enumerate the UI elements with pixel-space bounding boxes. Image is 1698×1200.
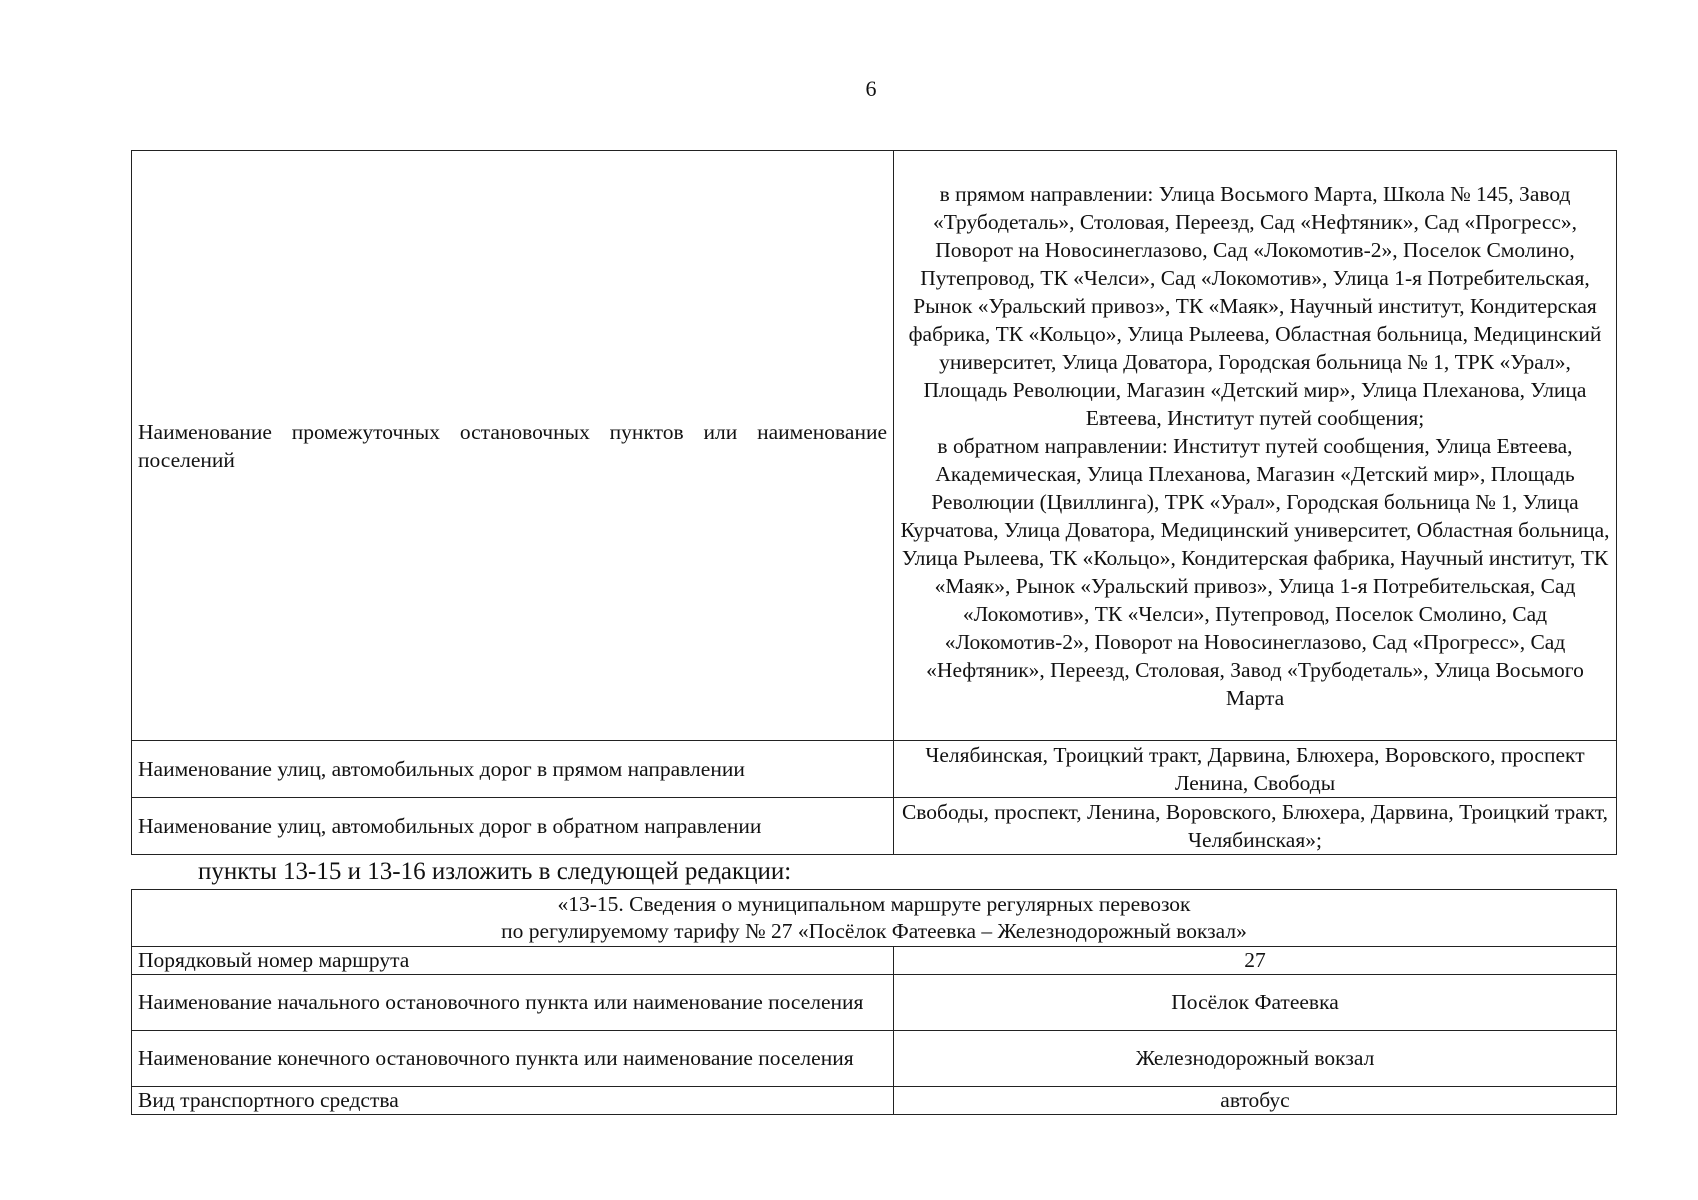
intermediate-stops-value bbox=[894, 151, 1617, 741]
end-stop-label: Наименование конечного остановочного пункта или наименование поселения bbox=[132, 1031, 894, 1087]
section-title-line-2: по регулируемому тарифу № 27 «Посёлок Фатеевка – Железнодорожный вокзал» bbox=[501, 919, 1247, 943]
table-header-row bbox=[132, 890, 1617, 947]
streets-forward-label: Наименование улиц, автомобильных дорог в прямом направлении bbox=[132, 741, 894, 798]
table-row bbox=[132, 741, 1617, 798]
streets-backward-label: Наименование улиц, автомобильных дорог в обратном направлении bbox=[132, 798, 894, 855]
streets-backward-value: Свободы, проспект, Ленина, Воровского, Блюхера, Дарвина, Троицкий тракт, Челябинская»; bbox=[894, 798, 1617, 855]
section-title-line-1: «13-15. Сведения о муниципальном маршруте регулярных перевозок bbox=[557, 892, 1191, 916]
table-row bbox=[132, 975, 1617, 1031]
table-row bbox=[132, 1087, 1617, 1115]
stops-backward: в обратном направлении: Институт путей сообщения, Улица Евтеева, Академическая, Улица Плеханова, Магазин «Детский мир», Площадь Революции (Цвиллинга), ТРК «Урал», Городская больница № 1, Улица Курчатова, Улица Доватора, Медицинский университет, Областная больница, Улица Рылеева, ТК «Кольцо», Кондитерская фабрика, Научный институт, ТК «Маяк», Рынок «Уральский привоз», Улица 1-я Потребительская, Сад «Локомотив», ТК «Челси», Путепровод, Поселок Смолино, Сад «Локомотив-2», Поворот на Новосинеглазово, Сад «Прогресс», Сад «Нефтяник», Переезд, Столовая, Завод «Трубодеталь», Улица Восьмого Марта bbox=[900, 433, 1610, 710]
section-title bbox=[132, 890, 1617, 947]
amendment-instruction: пункты 13-15 и 13-16 изложить в следующей редакции: bbox=[198, 858, 792, 885]
table-row bbox=[132, 151, 1617, 741]
vehicle-type-label: Вид транспортного средства bbox=[132, 1087, 894, 1115]
stops-forward: в прямом направлении: Улица Восьмого Марта, Школа № 145, Завод «Трубодеталь», Столовая, Переезд, Сад «Нефтяник», Сад «Прогресс», Поворот на Новосинеглазово, Сад «Локомотив-2», Поселок Смолино, Путепровод, ТК «Челси», Сад «Локомотив», Улица 1-я Потребительская, Рынок «Уральский привоз», ТК «Маяк», Научный институт, Кондитерская фабрика, ТК «Кольцо», Улица Рылеева, Областная больница, Медицинский университет, Улица Доватора, Городская больница № 1, ТРК «Урал», Площадь Революции, Магазин «Детский мир», Улица Плеханова, Улица Евтеева, Институт путей сообщения; bbox=[908, 181, 1602, 430]
route-13-15-table bbox=[131, 889, 1617, 1115]
start-stop-label: Наименование начального остановочного пункта или наименование поселения bbox=[132, 975, 894, 1031]
table-row bbox=[132, 947, 1617, 975]
table-row bbox=[132, 798, 1617, 855]
end-stop-value: Железнодорожный вокзал bbox=[894, 1031, 1617, 1087]
vehicle-type-value: автобус bbox=[894, 1087, 1617, 1115]
intermediate-stops-label: Наименование промежуточных остановочных пунктов или наименование поселений bbox=[132, 151, 894, 741]
start-stop-value: Посёлок Фатеевка bbox=[894, 975, 1617, 1031]
streets-forward-value: Челябинская, Троицкий тракт, Дарвина, Блюхера, Воровского, проспект Ленина, Свободы bbox=[894, 741, 1617, 798]
route-details-table-continued bbox=[131, 150, 1617, 855]
route-number-label: Порядковый номер маршрута bbox=[132, 947, 894, 975]
table-row bbox=[132, 1031, 1617, 1087]
page-number: 6 bbox=[865, 76, 877, 101]
route-number-value: 27 bbox=[894, 947, 1617, 975]
